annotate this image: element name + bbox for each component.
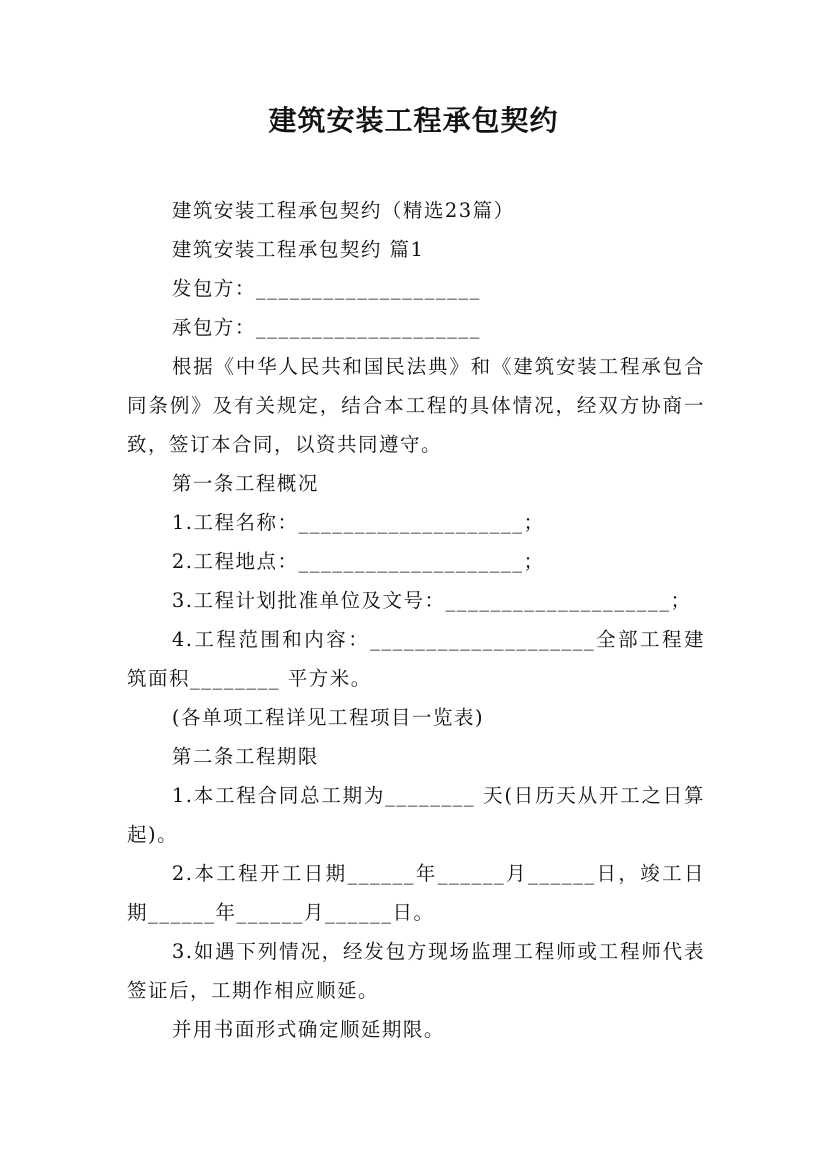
document-body [127,191,705,1049]
paragraph-project-scope: 4.工程范围和内容：____________________全部工程建筑面积________ 平方米。 [127,628,705,690]
document-title: 建筑安装工程承包契约 [268,104,559,137]
paragraph-subtitle: 建筑安装工程承包契约（精选23篇） [171,199,515,222]
paragraph-project-list-note: (各单项工程详见工程项目一览表) [171,706,485,729]
paragraph-start-end-dates: 2.本工程开工日期______年______月______日，竣工日期______年______月______日。 [127,862,705,924]
paragraph-article-1-heading: 第一条工程概况 [171,472,319,495]
paragraph-project-location: 2.工程地点：____________________； [171,550,545,573]
paragraph-total-duration: 1.本工程合同总工期为________ 天(日历天从开工之日算起)。 [127,784,705,846]
paragraph-contractor: 承包方：____________________ [171,316,481,339]
paragraph-section-heading: 建筑安装工程承包契约 篇1 [171,238,425,261]
paragraph-extension-conditions: 3.如遇下列情况，经发包方现场监理工程师或工程师代表签证后，工期作相应顺延。 [127,940,705,1002]
paragraph-approval-unit: 3.工程计划批准单位及文号：____________________； [171,589,692,612]
paragraph-extension-written: 并用书面形式确定顺延期限。 [171,1018,445,1041]
paragraph-article-2-heading: 第二条工程期限 [171,745,319,768]
paragraph-project-name: 1.工程名称：____________________； [171,511,545,534]
paragraph-employer: 发包方：____________________ [171,277,481,300]
paragraph-preamble: 根据《中华人民共和国民法典》和《建筑安装工程承包合同条例》及有关规定，结合本工程的具体情况，经双方协商一致，签订本合同，以资共同遵守。 [127,355,705,456]
